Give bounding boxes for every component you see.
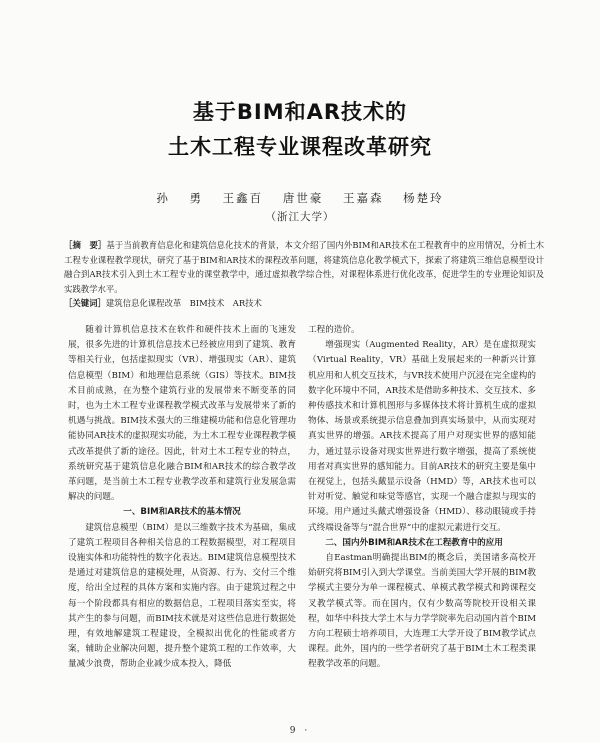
- keywords-label: ［关键词］: [64, 298, 106, 308]
- body-column-right: [308, 323, 536, 673]
- body-paragraph: 工程的造价。: [308, 325, 360, 335]
- page-number: 9 ·: [289, 726, 311, 736]
- abstract: [64, 238, 544, 296]
- body-paragraph: 增强现实（Augmented Reality，AR）是在虚拟现实（Virtual Reality，VR）基础上发展起来的一种新兴计算机应用和人机交互技术，与VR技术使用户沉浸在完全虚构的数字化环境中不同，AR技术是借助多种技术、交互技术、多种传感技术和计算机图形与多媒体技术将计算机生成的虚拟物体、场景或系统提示信息叠加到真实场景中，从而实现对真实世界的增强。AR技术提高了用户对现实世界的感知能力，通过显示设备对现实世界进行数字增强，提高了系统使用者对真实世界的感知能力。目前AR技术的研究主要是集中在视觉上，包括头戴显示设备（HMD）等，AR技术也可以针对听觉、触觉和味觉等感官，实现一个融合虚拟与现实的环境。用户通过头戴式增强设备（HMD）、移动眼镜或手持式终端设备等与“混合世界”中的虚拟元素进行交互。: [308, 340, 536, 533]
- paper-title-line-2: 土木工程专业课程改革研究: [168, 135, 432, 159]
- abstract-label: ［摘 要］: [64, 240, 107, 250]
- body-paragraph: 自Eastman明确提出BIM的概念后，美国诸多高校开始研究将BIM引入到大学课堂。当前美国大学开展的BIM教学模式主要分为单一课程模式、单模式教学模式和跨课程交叉教学模式等。而在国内，仅有少数高等院校开设相关课程，如华中科技大学土木与力学学院率先启动国内首个BIM方向工程硕士培养项目，大连理工大学开设了BIM教学试点课程。此外，国内的一些学者研究了基于BIM土木工程类课程教学改革的问题。: [308, 553, 536, 670]
- body-column-left: [68, 323, 296, 673]
- paper-title-line-1: 基于BIM和AR技术的: [192, 100, 408, 124]
- keywords: [64, 296, 544, 310]
- author-list: 孙 勇 王鑫百 唐世豪 王嘉森 杨楚玲: [156, 191, 444, 205]
- abstract-text: 基于当前教育信息化和建筑信息化技术的背景，本文介绍了国内外BIM和AR技术在工程教育中的应用情况，分析土木工程专业课程教学现状，研究了基于BIM和AR技术的课程改革问题，将建筑信息化教学模式下，探索了将建筑三维信息模型设计融合到AR技术引入到土木工程专业的课堂教学中，通过虚拟教学综合性，对课程体系进行优化改革，促进学生的专业理论知识及实践教学水平。: [64, 240, 544, 294]
- body-paragraph: 随着计算机信息技术在软件和硬件技术上面的飞速发展，很多先进的计算机信息技术已经被应用到了建筑、教育等相关行业，包括虚拟现实（VR）、增强现实（AR）、建筑信息模型（BIM）和地理信息系统（GIS）等技术。BIM技术目前成熟，在为整个建筑行业的发展带来不断变革的同时，也为土木工程专业课程教学模式改革与发展带来了新的机遇与挑战。BIM技术强大的三维建模功能和信息化管理功能协同AR技术的虚拟现实功能，为土木工程专业课程教学模式改革提供了新的途径。因此，针对土木工程专业的特点，系统研究基于建筑信息化融合BIM和AR技术的综合教学改革问题，是当前土木工程专业教学改革和建筑行业发展急需解决的问题。: [68, 325, 296, 503]
- author-affiliation: （浙江大学）: [265, 211, 335, 223]
- section-heading-2: 二、国内外BIM和AR技术在工程教育中的应用: [325, 537, 503, 548]
- keywords-text: 建筑信息化课程改革 BIM技术 AR技术: [105, 298, 262, 308]
- section-heading-1: 一、BIM和AR技术的基本情况: [123, 507, 241, 518]
- body-paragraph: 建筑信息模型（BIM）是以三维数字技术为基础，集成了建筑工程项目各种相关信息的工程数据模型，对工程项目设施实体和功能特性的数字化表达。BIM建筑信息模型技术是通过对建筑信息的建模处理，从资源、行为、交付三个维度，给出全过程的具体方案和实施内容。由于建筑过程之中每一个阶段都具有相应的数据信息，工程项目落实至实，将其产生的参与问题，而BIM技术就是对这些信息进行数据处理，有效地解建筑工程建设，全模拟出优化的性能或者方案，辅助企业解决问题，提升整个建筑工程的工作效率，大量减少浪费，帮助企业减少成本投入，降低: [68, 522, 296, 670]
